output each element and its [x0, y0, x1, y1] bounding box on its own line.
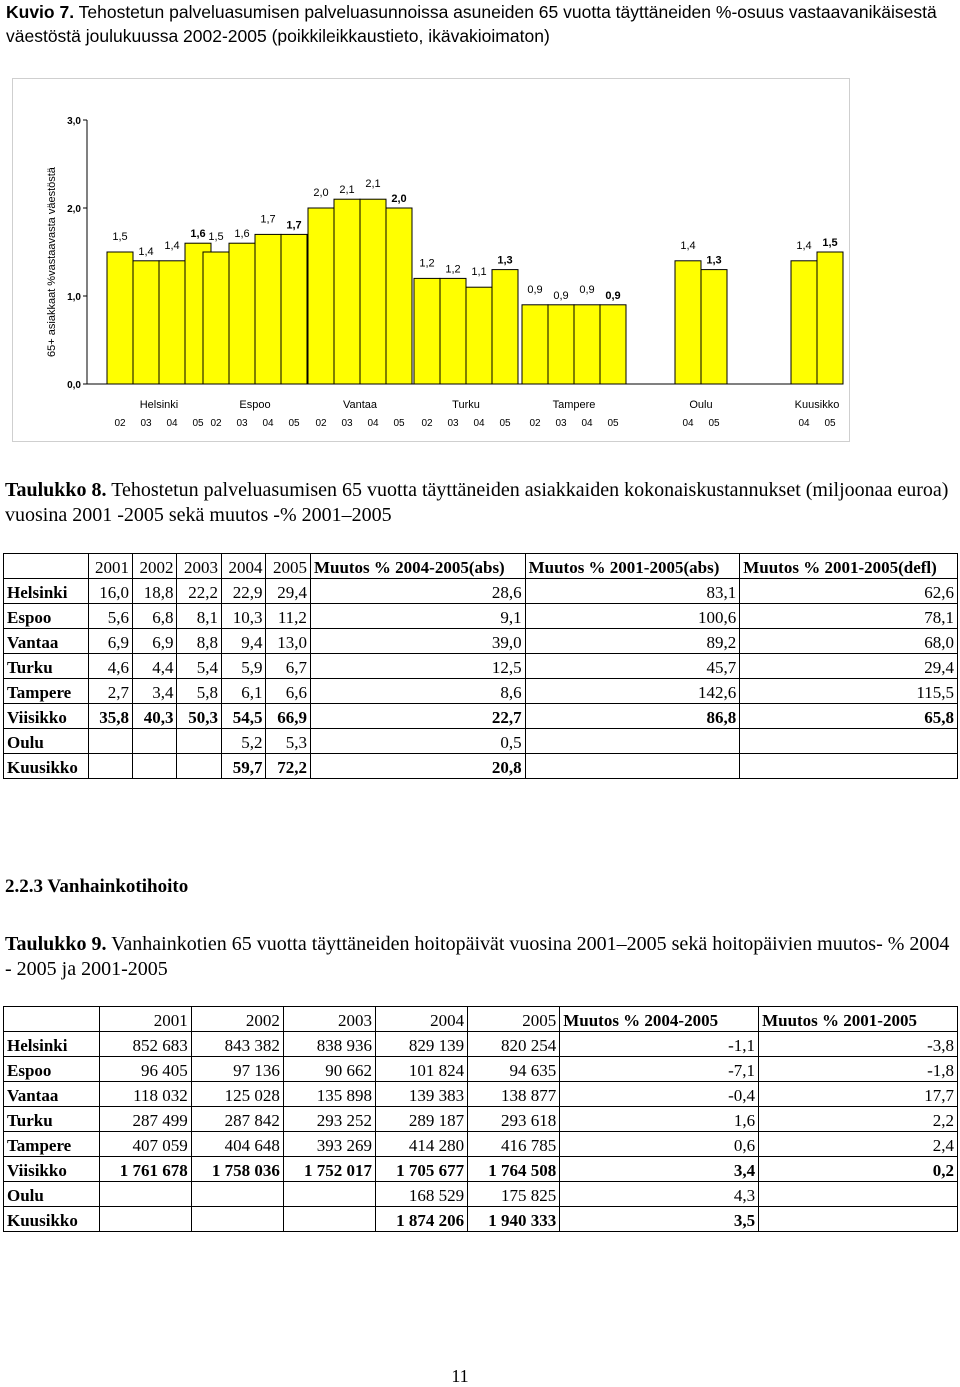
- row-label: Turku: [4, 654, 89, 679]
- section-heading: 2.2.3 Vanhainkotihoito: [5, 876, 189, 897]
- bar-year-label: 02: [529, 418, 541, 429]
- table-cell: [133, 729, 177, 754]
- table-cell: 289 187: [375, 1107, 467, 1132]
- table-cell: -1,1: [560, 1032, 759, 1057]
- bar: [675, 261, 701, 384]
- table-cell: 54,5: [221, 704, 265, 729]
- table-cell: 13,0: [266, 629, 310, 654]
- column-header: [4, 1007, 100, 1032]
- bar-year-label: 02: [421, 418, 433, 429]
- bar-value-label: 1,4: [164, 239, 180, 252]
- table-cell: 62,6: [740, 579, 958, 604]
- bar-year-label: 05: [708, 418, 720, 429]
- bar-value-label: 1,3: [706, 254, 722, 267]
- table-cell: 1 764 508: [468, 1157, 560, 1182]
- table-cell: 86,8: [525, 704, 740, 729]
- table-cell: 115,5: [740, 679, 958, 704]
- bar: [817, 252, 843, 384]
- table-row: [4, 1182, 958, 1207]
- column-header: [4, 554, 89, 579]
- bar-year-label: 02: [114, 418, 126, 429]
- table-cell: 414 280: [375, 1132, 467, 1157]
- table-row: [4, 629, 958, 654]
- figure-title-text: Tehostetun palveluasumisen palveluasunnoissa asuneiden 65 vuotta täyttäneiden %-osuus vastaavanikäisestä väestöstä joulukuussa 2002-2005 (poikkileikkaustieto, ikävakioimaton): [6, 2, 937, 46]
- row-label: Viisikko: [4, 704, 89, 729]
- column-header: Muutos % 2004-2005: [560, 1007, 759, 1032]
- table-cell: 8,1: [177, 604, 221, 629]
- table-cell: 11,2: [266, 604, 310, 629]
- bar: [203, 252, 229, 384]
- table-cell: 5,9: [221, 654, 265, 679]
- row-label: Oulu: [4, 1182, 100, 1207]
- table8-caption: [5, 478, 955, 528]
- table-cell: 6,7: [266, 654, 310, 679]
- group-label: Turku: [452, 399, 480, 411]
- column-header: 2002: [191, 1007, 283, 1032]
- bar-year-label: 04: [682, 418, 694, 429]
- bar-value-label: 0,9: [605, 289, 621, 302]
- table-cell: 4,3: [560, 1182, 759, 1207]
- table-cell: 5,4: [177, 654, 221, 679]
- table-cell: 393 269: [283, 1132, 375, 1157]
- bar-value-label: 1,5: [822, 237, 838, 249]
- row-label: Kuusikko: [4, 1207, 100, 1232]
- table-cell: 135 898: [283, 1082, 375, 1107]
- bar-value-label: 1,4: [138, 245, 154, 258]
- table-row: [4, 754, 958, 779]
- table9-caption-text: Vanhainkotien 65 vuotta täyttäneiden hoitopäivät vuosina 2001–2005 sekä hoitopäivien muutos- % 2004 - 2005 ja 2001-2005: [5, 933, 950, 980]
- bar: [308, 208, 334, 384]
- table-cell: 8,6: [310, 679, 525, 704]
- row-label: Helsinki: [4, 579, 89, 604]
- table-cell: 843 382: [191, 1032, 283, 1057]
- y-axis-title: 65+ asiakkaat %vastaavasta väestöstä: [46, 167, 58, 357]
- table-cell: 6,8: [133, 604, 177, 629]
- table-cell: 125 028: [191, 1082, 283, 1107]
- table-cell: 0,2: [759, 1157, 958, 1182]
- table-cell: 5,2: [221, 729, 265, 754]
- bar-year-label: 03: [341, 418, 353, 429]
- bar-value-label: 1,6: [190, 228, 206, 241]
- column-header: Muutos % 2001-2005(defl): [740, 554, 958, 579]
- table-row: [4, 1032, 958, 1057]
- column-header: 2005: [266, 554, 310, 579]
- column-header: 2001: [99, 1007, 191, 1032]
- bar-year-label: 02: [315, 418, 327, 429]
- table-cell: 852 683: [99, 1032, 191, 1057]
- table-cell: [525, 729, 740, 754]
- column-header: 2003: [177, 554, 221, 579]
- row-label: Vantaa: [4, 629, 89, 654]
- bar: [159, 261, 185, 384]
- table-row: [4, 1157, 958, 1182]
- table-cell: 29,4: [266, 579, 310, 604]
- table-cell: 22,2: [177, 579, 221, 604]
- group-label: Vantaa: [342, 399, 378, 411]
- bar-value-label: 1,7: [260, 213, 276, 226]
- column-header: 2001: [88, 554, 132, 579]
- bar: [255, 234, 281, 384]
- bar-year-label: 03: [236, 418, 248, 429]
- table-cell: 6,9: [88, 629, 132, 654]
- table-row: [4, 1207, 958, 1232]
- table-cell: 22,7: [310, 704, 525, 729]
- table-cell: 96 405: [99, 1057, 191, 1082]
- table-cell: 66,9: [266, 704, 310, 729]
- table-cell: [283, 1207, 375, 1232]
- table-cell: [133, 754, 177, 779]
- bar-value-label: 1,5: [208, 231, 224, 243]
- table-cell: 101 824: [375, 1057, 467, 1082]
- table-cell: [88, 729, 132, 754]
- table-cell: 39,0: [310, 629, 525, 654]
- bar-year-label: 04: [798, 418, 810, 429]
- row-label: Kuusikko: [4, 754, 89, 779]
- row-label: Espoo: [4, 1057, 100, 1082]
- table-cell: [99, 1182, 191, 1207]
- bar: [133, 261, 159, 384]
- bar-value-label: 2,1: [365, 178, 381, 191]
- table-cell: [759, 1207, 958, 1232]
- bar-year-label: 05: [607, 418, 619, 429]
- y-tick-label: 3,0: [67, 116, 81, 127]
- group-label: Kuusikko: [794, 399, 840, 411]
- table-cell: 4,4: [133, 654, 177, 679]
- table-cell: 72,2: [266, 754, 310, 779]
- table-cell: 68,0: [740, 629, 958, 654]
- bar-value-label: 1,5: [112, 231, 128, 243]
- table-cell: 1 940 333: [468, 1207, 560, 1232]
- table-cell: 168 529: [375, 1182, 467, 1207]
- table-cell: 8,8: [177, 629, 221, 654]
- table-cell: 838 936: [283, 1032, 375, 1057]
- bar: [107, 252, 133, 384]
- bar: [600, 305, 626, 384]
- column-header: 2004: [221, 554, 265, 579]
- y-tick-label: 1,0: [67, 292, 81, 303]
- table-cell: 829 139: [375, 1032, 467, 1057]
- bar: [574, 305, 600, 384]
- bar-value-label: 1,1: [471, 266, 487, 279]
- bar-year-label: 04: [581, 418, 593, 429]
- group-label: Espoo: [239, 399, 271, 411]
- table-cell: -3,8: [759, 1032, 958, 1057]
- table-cell: 1 752 017: [283, 1157, 375, 1182]
- table-cell: 4,6: [88, 654, 132, 679]
- column-header: Muutos % 2004-2005(abs): [310, 554, 525, 579]
- bar-year-label: 05: [393, 418, 405, 429]
- table-row: [4, 579, 958, 604]
- column-header: 2004: [375, 1007, 467, 1032]
- figure-title: [6, 0, 956, 48]
- table-cell: 3,4: [560, 1157, 759, 1182]
- row-label: Oulu: [4, 729, 89, 754]
- table-cell: 175 825: [468, 1182, 560, 1207]
- bar: [492, 270, 518, 384]
- bar-value-label: 0,9: [527, 283, 543, 296]
- table-cell: 416 785: [468, 1132, 560, 1157]
- table8-label: Taulukko 8.: [5, 479, 107, 501]
- table-row: [4, 1082, 958, 1107]
- bar: [281, 234, 307, 384]
- table-cell: 22,9: [221, 579, 265, 604]
- bar-year-label: 05: [499, 418, 511, 429]
- table-cell: [88, 754, 132, 779]
- bar-value-label: 1,2: [419, 257, 435, 270]
- table-cell: 5,3: [266, 729, 310, 754]
- table-cell: [283, 1182, 375, 1207]
- table-cell: 17,7: [759, 1082, 958, 1107]
- table-cell: 18,8: [133, 579, 177, 604]
- bar: [522, 305, 548, 384]
- table-cell: 78,1: [740, 604, 958, 629]
- table-cell: [177, 754, 221, 779]
- bar-value-label: 2,0: [391, 193, 407, 205]
- bar-year-label: 04: [473, 418, 485, 429]
- bar-value-label: 2,0: [313, 187, 329, 199]
- table9-label: Taulukko 9.: [5, 933, 107, 955]
- table-cell: 28,6: [310, 579, 525, 604]
- table-cell: 65,8: [740, 704, 958, 729]
- table-header-row: [4, 1007, 958, 1032]
- table-cell: 3,4: [133, 679, 177, 704]
- table8: [3, 553, 958, 779]
- bar: [414, 278, 440, 384]
- table-header-row: [4, 554, 958, 579]
- bar-year-label: 04: [166, 418, 178, 429]
- table-cell: 407 059: [99, 1132, 191, 1157]
- table-row: [4, 654, 958, 679]
- table-cell: [740, 729, 958, 754]
- bar: [701, 270, 727, 384]
- bar-year-label: 05: [288, 418, 300, 429]
- table-cell: 2,7: [88, 679, 132, 704]
- bar: [440, 278, 466, 384]
- y-tick-label: 0,0: [67, 380, 81, 391]
- bar: [386, 208, 412, 384]
- table-cell: 404 648: [191, 1132, 283, 1157]
- bar-year-label: 04: [262, 418, 274, 429]
- bar-chart: [12, 78, 850, 442]
- group-label: Helsinki: [139, 399, 179, 411]
- table-cell: 1,6: [560, 1107, 759, 1132]
- table-cell: [191, 1182, 283, 1207]
- bar-year-label: 04: [367, 418, 379, 429]
- table-cell: 90 662: [283, 1057, 375, 1082]
- table-cell: 287 499: [99, 1107, 191, 1132]
- page-number: 11: [451, 1366, 469, 1386]
- bar-value-label: 1,7: [286, 219, 302, 232]
- bar: [466, 287, 492, 384]
- table-cell: 83,1: [525, 579, 740, 604]
- table-row: [4, 604, 958, 629]
- group-label: Tampere: [552, 399, 596, 411]
- bar: [791, 261, 817, 384]
- bar: [229, 243, 255, 384]
- table-cell: 820 254: [468, 1032, 560, 1057]
- table-row: [4, 679, 958, 704]
- table-cell: 139 383: [375, 1082, 467, 1107]
- table-cell: 118 032: [99, 1082, 191, 1107]
- bar-year-label: 05: [192, 418, 204, 429]
- table-cell: 89,2: [525, 629, 740, 654]
- table-cell: [99, 1207, 191, 1232]
- table-cell: 16,0: [88, 579, 132, 604]
- column-header: 2005: [468, 1007, 560, 1032]
- bar-year-label: 05: [824, 418, 836, 429]
- y-tick-label: 2,0: [67, 204, 81, 215]
- bar-value-label: 1,4: [796, 239, 812, 252]
- table-cell: [191, 1207, 283, 1232]
- row-label: Turku: [4, 1107, 100, 1132]
- table-cell: 142,6: [525, 679, 740, 704]
- table9-caption: [5, 932, 955, 982]
- table-cell: 6,9: [133, 629, 177, 654]
- table-cell: 1 758 036: [191, 1157, 283, 1182]
- column-header: 2003: [283, 1007, 375, 1032]
- bar-year-label: 03: [555, 418, 567, 429]
- table-cell: [759, 1182, 958, 1207]
- bar-value-label: 1,2: [445, 263, 461, 276]
- table-row: [4, 1057, 958, 1082]
- table-cell: 293 618: [468, 1107, 560, 1132]
- table-cell: [177, 729, 221, 754]
- table-cell: 59,7: [221, 754, 265, 779]
- table-cell: 35,8: [88, 704, 132, 729]
- table8-caption-text: Tehostetun palveluasumisen 65 vuotta täyttäneiden asiakkaiden kokonaiskustannukset (miljoonaa euroa) vuosina 2001 -2005 sekä muutos -% 2001–2005: [5, 479, 949, 526]
- table-cell: -0,4: [560, 1082, 759, 1107]
- column-header: Muutos % 2001-2005: [759, 1007, 958, 1032]
- table-cell: 94 635: [468, 1057, 560, 1082]
- table-cell: 6,1: [221, 679, 265, 704]
- table-cell: 1 874 206: [375, 1207, 467, 1232]
- table-cell: 29,4: [740, 654, 958, 679]
- table9: [3, 1006, 958, 1232]
- table-cell: 9,4: [221, 629, 265, 654]
- table-row: [4, 704, 958, 729]
- table-cell: -1,8: [759, 1057, 958, 1082]
- row-label: Espoo: [4, 604, 89, 629]
- column-header: Muutos % 2001-2005(abs): [525, 554, 740, 579]
- row-label: Helsinki: [4, 1032, 100, 1057]
- table-cell: 293 252: [283, 1107, 375, 1132]
- table-cell: [525, 754, 740, 779]
- bar-value-label: 1,4: [680, 239, 696, 252]
- table-cell: -7,1: [560, 1057, 759, 1082]
- table-row: [4, 729, 958, 754]
- row-label: Viisikko: [4, 1157, 100, 1182]
- table-cell: 6,6: [266, 679, 310, 704]
- figure-label: Kuvio 7.: [6, 2, 75, 22]
- table-row: [4, 1107, 958, 1132]
- table-cell: 20,8: [310, 754, 525, 779]
- table-cell: 0,5: [310, 729, 525, 754]
- table-cell: 5,8: [177, 679, 221, 704]
- table-cell: 2,4: [759, 1132, 958, 1157]
- bar-year-label: 02: [210, 418, 222, 429]
- column-header: 2002: [133, 554, 177, 579]
- table-cell: 10,3: [221, 604, 265, 629]
- table-cell: 100,6: [525, 604, 740, 629]
- table-cell: 45,7: [525, 654, 740, 679]
- bar: [548, 305, 574, 384]
- bar-value-label: 0,9: [553, 289, 569, 302]
- bar-year-label: 03: [140, 418, 152, 429]
- row-label: Tampere: [4, 1132, 100, 1157]
- table-cell: 1 761 678: [99, 1157, 191, 1182]
- bar-value-label: 0,9: [579, 283, 595, 296]
- bar: [360, 199, 386, 384]
- bar-value-label: 2,1: [339, 184, 355, 197]
- table-cell: 5,6: [88, 604, 132, 629]
- bar-year-label: 03: [447, 418, 459, 429]
- bar: [334, 199, 360, 384]
- table-cell: 9,1: [310, 604, 525, 629]
- bar-value-label: 1,3: [497, 254, 513, 267]
- table-cell: 1 705 677: [375, 1157, 467, 1182]
- table-row: [4, 1132, 958, 1157]
- table-cell: 287 842: [191, 1107, 283, 1132]
- table-cell: 12,5: [310, 654, 525, 679]
- table-cell: 2,2: [759, 1107, 958, 1132]
- table-cell: 0,6: [560, 1132, 759, 1157]
- bar-value-label: 1,6: [234, 228, 250, 241]
- table-cell: 50,3: [177, 704, 221, 729]
- table-cell: 3,5: [560, 1207, 759, 1232]
- table-cell: 97 136: [191, 1057, 283, 1082]
- table-cell: 40,3: [133, 704, 177, 729]
- table-cell: 138 877: [468, 1082, 560, 1107]
- row-label: Vantaa: [4, 1082, 100, 1107]
- group-label: Oulu: [689, 399, 713, 411]
- row-label: Tampere: [4, 679, 89, 704]
- table-cell: [740, 754, 958, 779]
